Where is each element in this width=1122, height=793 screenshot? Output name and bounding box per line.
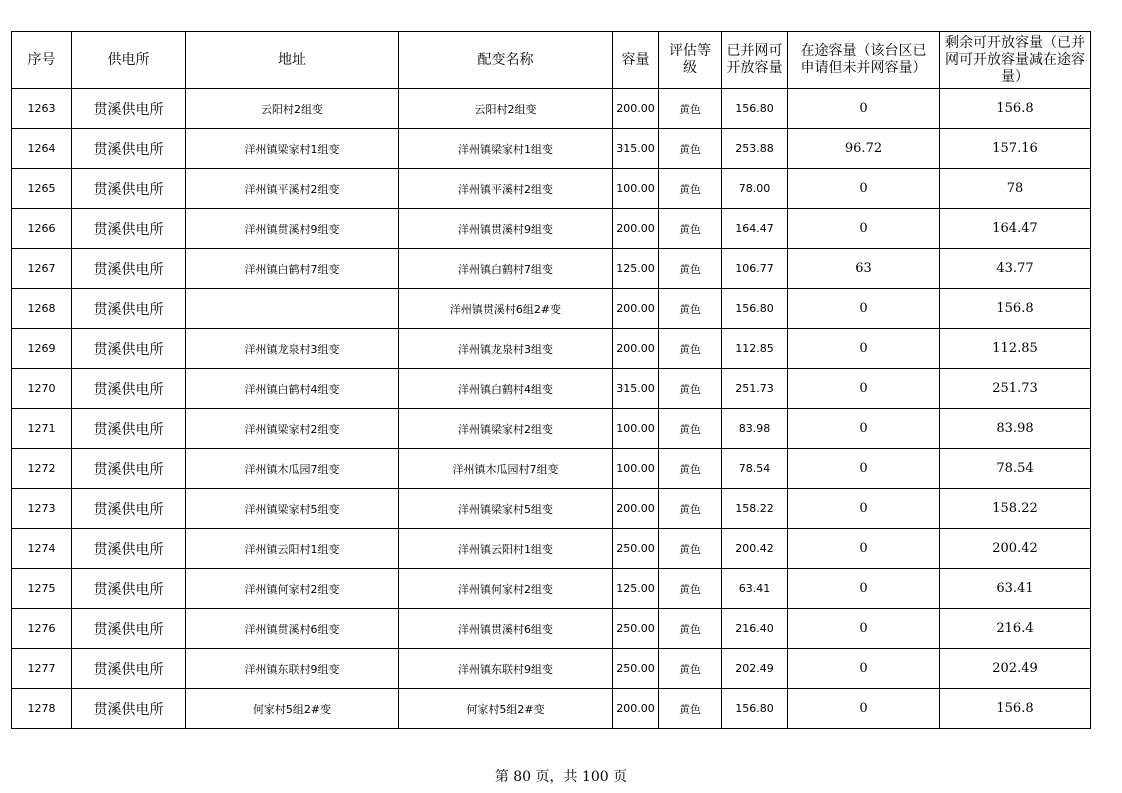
cell-seq: 1264 xyxy=(12,129,72,169)
cell-grade: 黄色 xyxy=(659,569,722,609)
cell-capacity: 250.00 xyxy=(613,609,659,649)
cell-remaining: 78 xyxy=(940,169,1091,209)
cell-capacity: 200.00 xyxy=(613,289,659,329)
cell-capacity: 100.00 xyxy=(613,169,659,209)
table-row xyxy=(12,209,1091,249)
cell-pending: 0 xyxy=(788,489,940,529)
cell-unit: 贯溪供电所 xyxy=(72,529,186,569)
table-row xyxy=(12,369,1091,409)
cell-transformer: 洋州镇贯溪村6组变 xyxy=(399,609,613,649)
table-row xyxy=(12,689,1091,729)
table-row xyxy=(12,89,1091,129)
cell-pending: 0 xyxy=(788,449,940,489)
cell-remaining: 156.8 xyxy=(940,289,1091,329)
header-connected: 已并网可开放容量 xyxy=(722,32,788,89)
cell-seq: 1273 xyxy=(12,489,72,529)
cell-transformer: 洋州镇梁家村5组变 xyxy=(399,489,613,529)
cell-address: 洋州镇东联村9组变 xyxy=(186,649,399,689)
cell-grade: 黄色 xyxy=(659,129,722,169)
cell-capacity: 200.00 xyxy=(613,89,659,129)
cell-grade: 黄色 xyxy=(659,369,722,409)
cell-address: 洋州镇龙泉村3组变 xyxy=(186,329,399,369)
cell-pending: 0 xyxy=(788,529,940,569)
cell-unit: 贯溪供电所 xyxy=(72,369,186,409)
cell-connected: 63.41 xyxy=(722,569,788,609)
cell-connected: 78.54 xyxy=(722,449,788,489)
cell-unit: 贯溪供电所 xyxy=(72,449,186,489)
capacity-table xyxy=(11,31,1091,729)
header-pending: 在途容量（该台区已申请但未并网容量） xyxy=(788,32,940,89)
cell-connected: 78.00 xyxy=(722,169,788,209)
cell-pending: 0 xyxy=(788,289,940,329)
table-row xyxy=(12,249,1091,289)
table-row xyxy=(12,489,1091,529)
cell-capacity: 100.00 xyxy=(613,409,659,449)
cell-connected: 112.85 xyxy=(722,329,788,369)
cell-remaining: 157.16 xyxy=(940,129,1091,169)
table-row xyxy=(12,409,1091,449)
cell-transformer: 洋州镇何家村2组变 xyxy=(399,569,613,609)
cell-address: 洋州镇白鹤村4组变 xyxy=(186,369,399,409)
cell-address: 洋州镇平溪村2组变 xyxy=(186,169,399,209)
header-unit: 供电所 xyxy=(72,32,186,89)
cell-pending: 0 xyxy=(788,369,940,409)
cell-seq: 1267 xyxy=(12,249,72,289)
cell-transformer: 洋州镇白鹤村4组变 xyxy=(399,369,613,409)
cell-connected: 164.47 xyxy=(722,209,788,249)
cell-unit: 贯溪供电所 xyxy=(72,689,186,729)
table-row xyxy=(12,329,1091,369)
cell-connected: 253.88 xyxy=(722,129,788,169)
cell-seq: 1271 xyxy=(12,409,72,449)
cell-remaining: 251.73 xyxy=(940,369,1091,409)
cell-remaining: 200.42 xyxy=(940,529,1091,569)
cell-connected: 156.80 xyxy=(722,289,788,329)
cell-pending: 0 xyxy=(788,569,940,609)
cell-pending: 0 xyxy=(788,209,940,249)
cell-transformer: 洋州镇贯溪村6组2#变 xyxy=(399,289,613,329)
header-grade: 评估等级 xyxy=(659,32,722,89)
cell-remaining: 112.85 xyxy=(940,329,1091,369)
cell-pending: 0 xyxy=(788,409,940,449)
cell-capacity: 250.00 xyxy=(613,529,659,569)
cell-remaining: 83.98 xyxy=(940,409,1091,449)
cell-transformer: 何家村5组2#变 xyxy=(399,689,613,729)
cell-grade: 黄色 xyxy=(659,329,722,369)
header-capacity: 容量 xyxy=(613,32,659,89)
cell-pending: 63 xyxy=(788,249,940,289)
cell-connected: 156.80 xyxy=(722,689,788,729)
cell-seq: 1275 xyxy=(12,569,72,609)
cell-connected: 158.22 xyxy=(722,489,788,529)
cell-unit: 贯溪供电所 xyxy=(72,569,186,609)
cell-capacity: 100.00 xyxy=(613,449,659,489)
cell-unit: 贯溪供电所 xyxy=(72,169,186,209)
cell-unit: 贯溪供电所 xyxy=(72,489,186,529)
cell-capacity: 200.00 xyxy=(613,209,659,249)
table-row xyxy=(12,609,1091,649)
cell-address: 洋州镇贯溪村6组变 xyxy=(186,609,399,649)
cell-seq: 1266 xyxy=(12,209,72,249)
cell-transformer: 洋州镇贯溪村9组变 xyxy=(399,209,613,249)
cell-remaining: 156.8 xyxy=(940,89,1091,129)
cell-grade: 黄色 xyxy=(659,529,722,569)
cell-pending: 96.72 xyxy=(788,129,940,169)
cell-address: 何家村5组2#变 xyxy=(186,689,399,729)
cell-unit: 贯溪供电所 xyxy=(72,289,186,329)
cell-grade: 黄色 xyxy=(659,169,722,209)
cell-address xyxy=(186,289,399,329)
header-seq: 序号 xyxy=(12,32,72,89)
cell-capacity: 125.00 xyxy=(613,569,659,609)
cell-connected: 83.98 xyxy=(722,409,788,449)
cell-address: 洋州镇白鹤村7组变 xyxy=(186,249,399,289)
cell-seq: 1268 xyxy=(12,289,72,329)
header-row xyxy=(12,32,1091,89)
table-row xyxy=(12,289,1091,329)
cell-capacity: 315.00 xyxy=(613,369,659,409)
cell-grade: 黄色 xyxy=(659,609,722,649)
cell-connected: 200.42 xyxy=(722,529,788,569)
cell-remaining: 63.41 xyxy=(940,569,1091,609)
cell-grade: 黄色 xyxy=(659,209,722,249)
cell-unit: 贯溪供电所 xyxy=(72,649,186,689)
cell-transformer: 洋州镇木瓜园村7组变 xyxy=(399,449,613,489)
cell-remaining: 158.22 xyxy=(940,489,1091,529)
cell-connected: 251.73 xyxy=(722,369,788,409)
table-body xyxy=(12,89,1091,729)
cell-remaining: 164.47 xyxy=(940,209,1091,249)
cell-connected: 106.77 xyxy=(722,249,788,289)
cell-remaining: 43.77 xyxy=(940,249,1091,289)
cell-transformer: 云阳村2组变 xyxy=(399,89,613,129)
cell-transformer: 洋州镇平溪村2组变 xyxy=(399,169,613,209)
cell-unit: 贯溪供电所 xyxy=(72,249,186,289)
cell-remaining: 216.4 xyxy=(940,609,1091,649)
cell-address: 云阳村2组变 xyxy=(186,89,399,129)
cell-address: 洋州镇木瓜园7组变 xyxy=(186,449,399,489)
cell-address: 洋州镇梁家村2组变 xyxy=(186,409,399,449)
cell-capacity: 200.00 xyxy=(613,689,659,729)
cell-grade: 黄色 xyxy=(659,649,722,689)
cell-unit: 贯溪供电所 xyxy=(72,409,186,449)
table-row xyxy=(12,569,1091,609)
cell-grade: 黄色 xyxy=(659,689,722,729)
cell-transformer: 洋州镇梁家村2组变 xyxy=(399,409,613,449)
cell-grade: 黄色 xyxy=(659,489,722,529)
cell-grade: 黄色 xyxy=(659,409,722,449)
table-row xyxy=(12,529,1091,569)
cell-capacity: 200.00 xyxy=(613,489,659,529)
cell-capacity: 250.00 xyxy=(613,649,659,689)
cell-seq: 1272 xyxy=(12,449,72,489)
cell-address: 洋州镇贯溪村9组变 xyxy=(186,209,399,249)
cell-pending: 0 xyxy=(788,89,940,129)
cell-address: 洋州镇梁家村1组变 xyxy=(186,129,399,169)
cell-pending: 0 xyxy=(788,169,940,209)
cell-address: 洋州镇梁家村5组变 xyxy=(186,489,399,529)
cell-seq: 1263 xyxy=(12,89,72,129)
cell-connected: 202.49 xyxy=(722,649,788,689)
cell-transformer: 洋州镇云阳村1组变 xyxy=(399,529,613,569)
header-address: 地址 xyxy=(186,32,399,89)
page-footer: 第 80 页，共 100 页 xyxy=(494,769,628,785)
cell-connected: 156.80 xyxy=(722,89,788,129)
cell-seq: 1276 xyxy=(12,609,72,649)
cell-remaining: 78.54 xyxy=(940,449,1091,489)
cell-seq: 1269 xyxy=(12,329,72,369)
cell-grade: 黄色 xyxy=(659,89,722,129)
cell-grade: 黄色 xyxy=(659,289,722,329)
cell-pending: 0 xyxy=(788,329,940,369)
cell-seq: 1278 xyxy=(12,689,72,729)
cell-pending: 0 xyxy=(788,689,940,729)
cell-capacity: 125.00 xyxy=(613,249,659,289)
table-row xyxy=(12,649,1091,689)
cell-unit: 贯溪供电所 xyxy=(72,329,186,369)
cell-pending: 0 xyxy=(788,649,940,689)
cell-remaining: 202.49 xyxy=(940,649,1091,689)
table-row xyxy=(12,129,1091,169)
table-row xyxy=(12,449,1091,489)
cell-unit: 贯溪供电所 xyxy=(72,89,186,129)
cell-unit: 贯溪供电所 xyxy=(72,209,186,249)
table-row xyxy=(12,169,1091,209)
cell-seq: 1277 xyxy=(12,649,72,689)
cell-seq: 1274 xyxy=(12,529,72,569)
cell-transformer: 洋州镇龙泉村3组变 xyxy=(399,329,613,369)
cell-pending: 0 xyxy=(788,609,940,649)
cell-seq: 1270 xyxy=(12,369,72,409)
cell-unit: 贯溪供电所 xyxy=(72,609,186,649)
cell-grade: 黄色 xyxy=(659,249,722,289)
cell-remaining: 156.8 xyxy=(940,689,1091,729)
cell-transformer: 洋州镇白鹤村7组变 xyxy=(399,249,613,289)
cell-seq: 1265 xyxy=(12,169,72,209)
cell-address: 洋州镇云阳村1组变 xyxy=(186,529,399,569)
cell-unit: 贯溪供电所 xyxy=(72,129,186,169)
cell-grade: 黄色 xyxy=(659,449,722,489)
cell-transformer: 洋州镇东联村9组变 xyxy=(399,649,613,689)
cell-capacity: 200.00 xyxy=(613,329,659,369)
cell-address: 洋州镇何家村2组变 xyxy=(186,569,399,609)
header-remaining: 剩余可开放容量（已并网可开放容量减在途容量） xyxy=(940,32,1091,89)
cell-transformer: 洋州镇梁家村1组变 xyxy=(399,129,613,169)
cell-capacity: 315.00 xyxy=(613,129,659,169)
header-transformer: 配变名称 xyxy=(399,32,613,89)
cell-connected: 216.40 xyxy=(722,609,788,649)
